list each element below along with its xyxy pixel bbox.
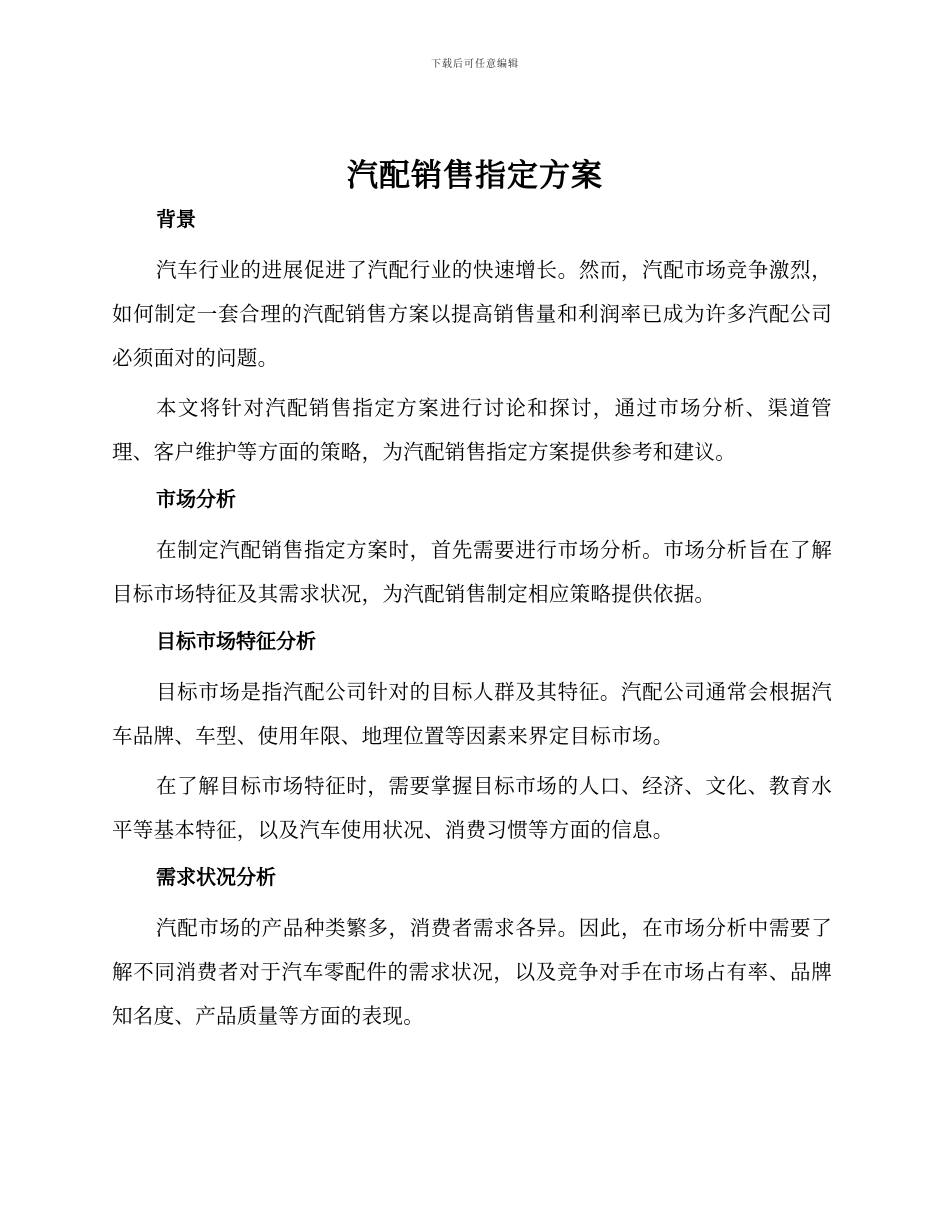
paragraph: 本文将针对汽配销售指定方案进行讨论和探讨，通过市场分析、渠道管理、客户维护等方面的策略，为汽配销售指定方案提供参考和建议。 [112, 396, 832, 464]
paragraph: 汽配市场的产品种类繁多，消费者需求各异。因此，在市场分析中需要了解不同消费者对于汽车零配件的需求状况，以及竞争对手在市场占有率、品牌知名度、产品质量等方面的表现。 [112, 916, 832, 1028]
paragraph: 目标市场是指汽配公司针对的目标人群及其特征。汽配公司通常会根据汽车品牌、车型、使用年限、地理位置等因素来界定目标市场。 [112, 680, 832, 748]
document-body [112, 200, 832, 1044]
section-market-analysis [112, 480, 832, 616]
section-heading: 背景 [156, 207, 196, 231]
document-title: 汽配销售指定方案 [347, 158, 603, 194]
section-heading: 需求状况分析 [156, 865, 276, 889]
page-header-note: 下载后可任意编辑 [431, 59, 519, 70]
paragraph: 汽车行业的进展促进了汽配行业的快速增长。然而，汽配市场竞争激烈，如何制定一套合理的汽配销售方案以提高销售量和利润率已成为许多汽配公司必须面对的问题。 [112, 258, 832, 370]
paragraph: 在了解目标市场特征时，需要掌握目标市场的人口、经济、文化、教育水平等基本特征，以及汽车使用状况、消费习惯等方面的信息。 [112, 774, 832, 842]
paragraph: 在制定汽配销售指定方案时，首先需要进行市场分析。市场分析旨在了解目标市场特征及其需求状况，为汽配销售制定相应策略提供依据。 [112, 538, 832, 606]
section-heading: 市场分析 [156, 487, 236, 511]
section-demand-analysis [112, 858, 832, 1038]
section-heading: 目标市场特征分析 [156, 629, 316, 653]
section-target-market [112, 622, 832, 852]
section-background [112, 200, 832, 474]
